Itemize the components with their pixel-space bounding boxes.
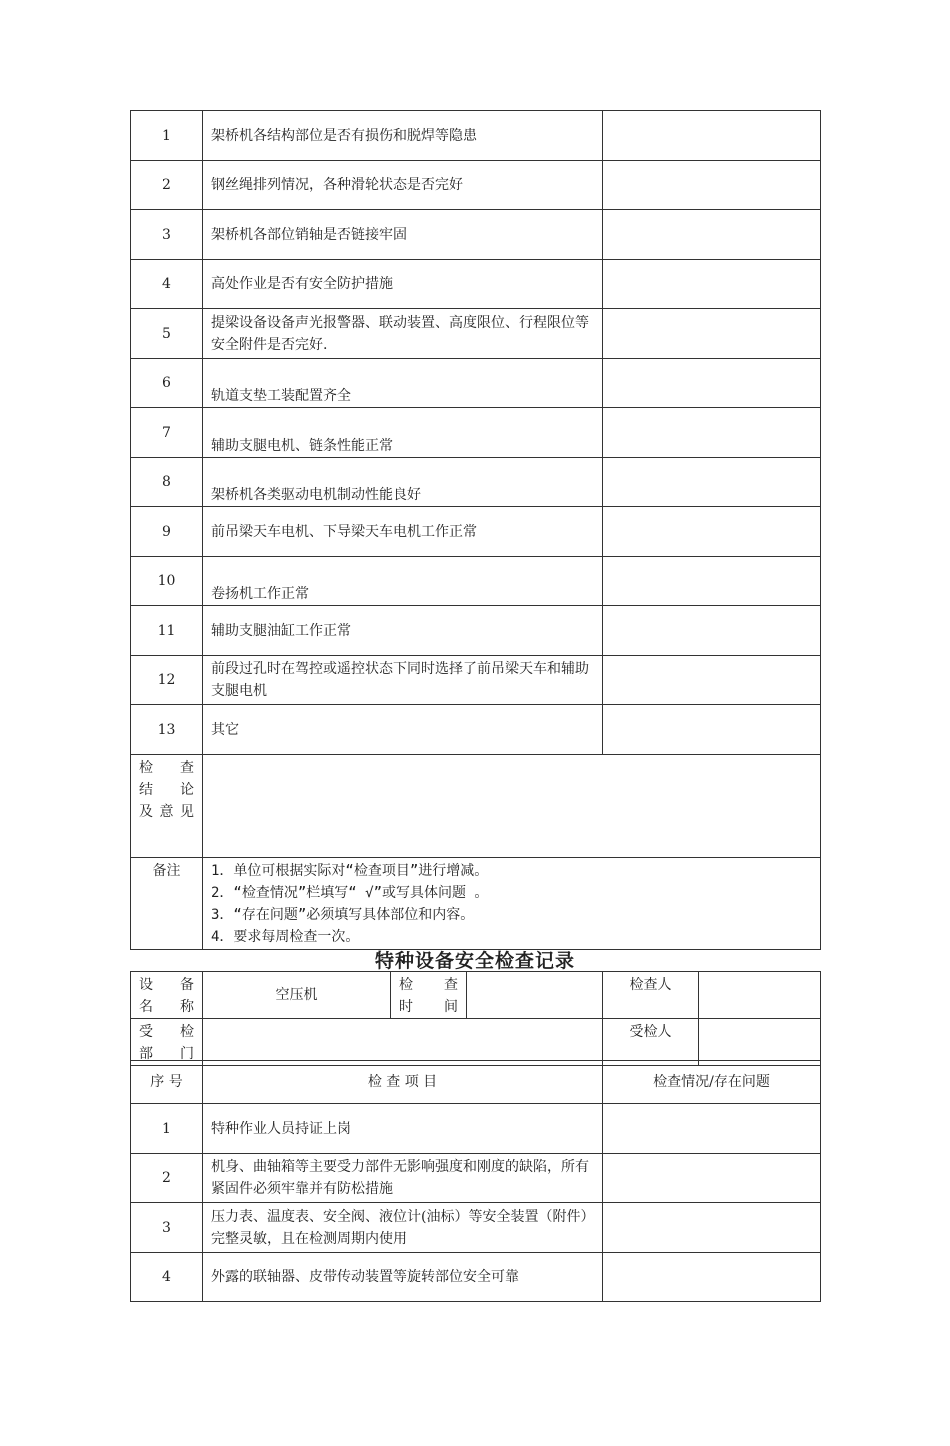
device-name-value[interactable]: 空压机 (203, 972, 391, 1019)
remarks-row (131, 858, 821, 950)
status-cell[interactable] (603, 161, 821, 210)
inspector-field[interactable] (699, 972, 821, 1019)
check-item: 辅助支腿电机、链条性能正常 (203, 408, 603, 458)
table-row (131, 161, 821, 210)
status-cell[interactable] (603, 705, 821, 755)
table-row (131, 557, 821, 606)
row-number: 10 (131, 557, 203, 606)
conclusion-label: 检 查 结 论 及意见 (131, 755, 203, 858)
status-cell[interactable] (603, 557, 821, 606)
remarks-content (203, 858, 821, 950)
inspectee-field[interactable] (699, 1019, 821, 1066)
conclusion-field[interactable] (203, 755, 821, 858)
status-cell[interactable] (603, 507, 821, 557)
row-number: 7 (131, 408, 203, 458)
status-cell[interactable] (603, 111, 821, 161)
check-item: 特种作业人员持证上岗 (203, 1104, 603, 1154)
table-row (131, 1253, 821, 1302)
bridge-crane-checklist-table (130, 110, 821, 950)
air-compressor-checklist-table (130, 1060, 821, 1302)
row-number: 11 (131, 606, 203, 656)
remark-line: 3．“存在问题”必须填写具体部位和内容。 (211, 907, 475, 923)
inspectee-label: 受检人 (603, 1019, 699, 1066)
status-cell[interactable] (603, 1253, 821, 1302)
remark-line: 4．要求每周检查一次。 (211, 929, 360, 945)
table-row (131, 705, 821, 755)
equipment-info-table (130, 971, 821, 1066)
status-cell[interactable] (603, 656, 821, 705)
row-number: 6 (131, 359, 203, 408)
status-cell[interactable] (603, 1203, 821, 1253)
table-row (131, 1203, 821, 1253)
check-item: 压力表、温度表、安全阀、液位计(油标）等安全装置（附件）完整灵敏，且在检测周期内使用 (203, 1203, 603, 1253)
table-row (131, 309, 821, 359)
check-item: 提梁设备设备声光报警器、联动装置、高度限位、行程限位等安全附件是否完好. (203, 309, 603, 359)
check-item: 外露的联轴器、皮带传动装置等旋转部位安全可靠 (203, 1253, 603, 1302)
check-time-field[interactable] (467, 972, 603, 1019)
check-item: 辅助支腿油缸工作正常 (203, 606, 603, 656)
form-title: 特种设备安全检查记录 (374, 950, 575, 972)
row-number: 2 (131, 161, 203, 210)
row-number: 4 (131, 1253, 203, 1302)
check-item: 卷扬机工作正常 (203, 557, 603, 606)
table-row (131, 507, 821, 557)
column-header-item: 检 查 项 目 (203, 1061, 603, 1104)
row-number: 5 (131, 309, 203, 359)
check-item: 前段过孔时在驾控或遥控状态下同时选择了前吊梁天车和辅助支腿电机 (203, 656, 603, 705)
conclusion-row (131, 755, 821, 858)
table-row (131, 458, 821, 507)
table-row (131, 1104, 821, 1154)
row-number: 12 (131, 656, 203, 705)
check-item: 机身、曲轴箱等主要受力部件无影响强度和刚度的缺陷，所有紧固件必须牢靠并有防松措施 (203, 1154, 603, 1203)
status-cell[interactable] (603, 260, 821, 309)
check-item: 架桥机各部位销轴是否链接牢固 (203, 210, 603, 260)
status-cell[interactable] (603, 1154, 821, 1203)
row-number: 1 (131, 111, 203, 161)
remarks-label: 备注 (131, 858, 203, 950)
row-number: 4 (131, 260, 203, 309)
row-number: 3 (131, 1203, 203, 1253)
check-item: 架桥机各类驱动电机制动性能良好 (203, 458, 603, 507)
row-number: 8 (131, 458, 203, 507)
check-item: 钢丝绳排列情况，各种滑轮状态是否完好 (203, 161, 603, 210)
table-row (131, 408, 821, 458)
table-row (131, 1154, 821, 1203)
status-cell[interactable] (603, 458, 821, 507)
status-cell[interactable] (603, 309, 821, 359)
status-cell[interactable] (603, 606, 821, 656)
table-row (131, 210, 821, 260)
column-header-status: 检查情况/存在问题 (603, 1061, 821, 1104)
check-item: 轨道支垫工装配置齐全 (203, 359, 603, 408)
status-cell[interactable] (603, 210, 821, 260)
table-row (131, 260, 821, 309)
remark-line: 2．“检查情况”栏填写“ √”或写具体问题 。 (211, 885, 489, 901)
check-item: 高处作业是否有安全防护措施 (203, 260, 603, 309)
remark-line: 1．单位可根据实际对“检查项目”进行增减。 (211, 863, 489, 879)
row-number: 2 (131, 1154, 203, 1203)
device-name-label: 设 备 名 称 (131, 972, 203, 1019)
department-row (131, 1019, 821, 1066)
inspector-label: 检查人 (603, 972, 699, 1019)
device-row (131, 972, 821, 1019)
column-header-seq: 序 号 (131, 1061, 203, 1104)
column-header-row (131, 1061, 821, 1104)
row-number: 13 (131, 705, 203, 755)
department-field[interactable] (203, 1019, 603, 1066)
table-row (131, 111, 821, 161)
check-time-label: 检 查 时 间 (391, 972, 467, 1019)
check-item: 前吊梁天车电机、下导梁天车电机工作正常 (203, 507, 603, 557)
status-cell[interactable] (603, 408, 821, 458)
table-row (131, 359, 821, 408)
row-number: 1 (131, 1104, 203, 1154)
status-cell[interactable] (603, 359, 821, 408)
table-row (131, 656, 821, 705)
row-number: 9 (131, 507, 203, 557)
row-number: 3 (131, 210, 203, 260)
check-item: 其它 (203, 705, 603, 755)
status-cell[interactable] (603, 1104, 821, 1154)
department-label: 受 检 部 门 (131, 1019, 203, 1066)
table-row (131, 606, 821, 656)
check-item: 架桥机各结构部位是否有损伤和脱焊等隐患 (203, 111, 603, 161)
